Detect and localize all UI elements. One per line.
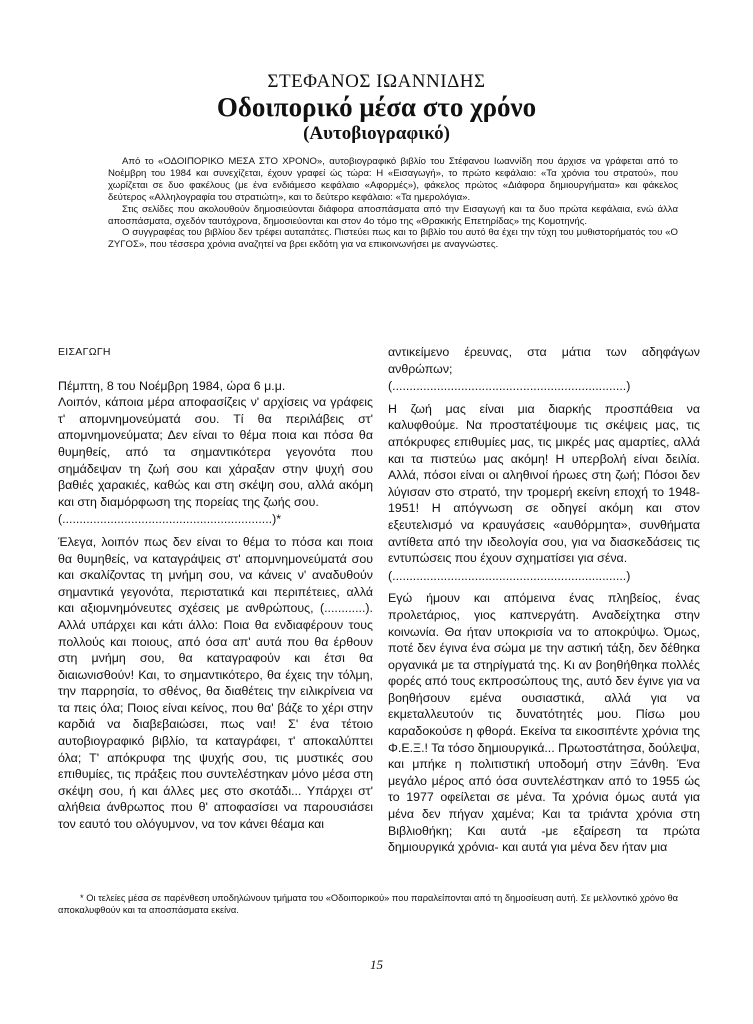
omission-marker: (....................................................................) xyxy=(388,379,631,394)
article-title: Οδοιπορικό μέσα στο χρόνο xyxy=(216,92,537,122)
section-heading: ΕΙΣΑΓΩΓΗ xyxy=(58,346,111,358)
intro-paragraph: Στις σελίδες που ακολουθούν δημοσιεύονται διάφορα αποσπάσματα από την Εισαγωγή και τα δυο πρώτα κεφάλαια, ενώ άλλα αποσπάσματα, σχεδόν ταυτόχρονα, δημοσιεύονται και στον 4ο τόμο της «Θρακικής Επετηρίδας» της Κομοτηνής. xyxy=(108,203,678,227)
body-paragraph: Λοιπόν, κάποια μέρα αποφασίζεις ν' αρχίσεις να γράφεις τ' απομνημονεύματά σου. Τί θα περιλάβεις στ' απομνημονεύματα; Δεν είναι το θέμα ποια και πόσα θα θυμηθείς, από τα σημαντικότερα γεγονότα που σημάδεψαν τη ζωή σου και χάραξαν στην ψυχή σου βαθιές χαρακιές, καθώς και στη σκέψη σου, αλλά ακόμη και στη διαμόρφωση της πορείας της ζωής σου. xyxy=(58,395,373,509)
article-subtitle: (Αυτοβιογραφικό) xyxy=(303,123,450,144)
footnote xyxy=(58,893,698,916)
left-column xyxy=(58,344,373,833)
intro-note xyxy=(108,156,678,251)
author-name: ΣΤΕΦΑΝΟΣ ΙΩΑΝΝΙΔΗΣ xyxy=(267,71,486,92)
body-paragraph: Η ζωή μας είναι μια διαρκής προσπάθεια να καλυφθούμε. Να προστατέψουμε τις σκέψεις μας, τις απόκρυφες επιθυμίες μας, τις μικρές μας αμαρτίες, αλλά και τα πιστεύω μας ακόμη! Η υπερβολή είναι δειλία. Αλλά, πόσοι είναι οι αληθινοί ήρωες στη ζωή; Πόσοι δεν λύγισαν στο στρατό, την τρομερή εκείνη εποχή το 1948-1951! Η απόγνωση σε οδηγεί ακόμη και στον εξευτελισμό να κραυγάσεις «αυθόρμητα», συνθήματα αντίθετα από την ιδεολογία σου, για να διασκεδάσεις τις εντυπώσεις που έχουν σχηματίσει για σένα. xyxy=(388,401,700,566)
body-paragraph: αντικείμενο έρευνας, στα μάτια των αδηφάγων ανθρώπων; xyxy=(388,345,700,376)
body-paragraph: Έλεγα, λοιπόν πως δεν είναι το θέμα το πόσα και ποια θα θυμηθείς, να καταγράψεις στ' απομνημονεύματά σου και σκαλίζοντας τη μνήμη σου, να κάνεις ν' αναδυθούν σημαντικά γεγονότα, περιστατικά και περιπέτειες, αλλά και αξιομνημόνευτες σχέσεις με ανθρώπους, (............). Αλλά υπάρχει και κάτι άλλο: Ποια θα ενδιαφέρουν τους πολλούς και ποιους, από όσα απ' αυτά που θα έρθουν στη μνήμη σου, θα καταγραφούν και έτσι θα διαιωνισθούν! Και, το σημαντικότερο, θα έχεις την τόλμη, την παρρησία, το σθένος, θα διαθέτεις την ειλικρίνεια να τα πεις όλα; Ποιος είναι κείνος, που θα' βάζε το χέρι στην καρδιά να διαβεβαιώσει, πως ναι! Σ' ένα τέτοιο αυτοβιογραφικό βιβλίο, τα καταγράφει, τ' αποκαλύπτει όλα; Τ' απόκρυφα της ψυχής σου, τις μυστικές σου επιθυμίες, τις πράξεις που συντελέστηκαν μόνο μέσα στη σκέψη σου, ή και άλλες μες στο σκοτάδι... Υπάρχει στ' αλήθεια άνθρωπος που θ' αποφασίσει να παρουσιάσει τον εαυτό του ολόγυμνον, να τον κάνει θέαμα και xyxy=(58,534,373,832)
footnote-text: * Οι τελείες μέσα σε παρένθεση υποδηλώνουν τμήματα του «Οδοιπορικού» που παραλείπονται από τη δημοσίευση αυτή. Σε μελλοντικό χρόνο θα αποκαλυφθούν και τα αποσπάσματα εκείνα. xyxy=(58,893,678,915)
omission-marker: (....................................................................) xyxy=(388,568,631,583)
omission-marker: (.............................................................)* xyxy=(58,512,282,527)
body-paragraph: Εγώ ήμουν και απόμεινα ένας πληβείος, ένας προλετάριος, γιος καπνεργάτη. Αναδείχτηκα στην κοινωνία. Θα ήταν υποκρισία να το αποκρύψω. Όμως, ποτέ δεν έγινα ένα σώμα με την αστική τάξη, δεν δέθηκα οργανικά με τα στηρίγματά της. Κι αν βοηθήθηκα πολλές φορές από τους εκπροσώπους της, αυτό δεν έγινε για να βοηθήσουν εμένα ουσιαστικά, αλλά για να εκμεταλλευτούν τις δυνατότητές μου. Πίσω μου καραδοκούσε η φθορά. Εκείνα τα εικοσιπέντε χρόνια της Φ.Ε.Ξ.! Τα τόσο δημιουργικά... Πρωτοστάτησα, δούλεψα, και μπήκε η πολιτιστική υποδομή στην Ξάνθη. Ένα μεγάλο μέρος από όσα συντελέστηκαν από το 1955 ώς το 1977 οφείλεται σε μένα. Τα χρόνια όμως αυτά για μένα δεν πήγαν χαμένα; Και τα τριάντα χρόνια στη Βιβλιοθήκη; Και αυτά -με εξαίρεση τα πρώτα δημιουργικά χρόνια- και αυτά για μένα δεν ήταν μια xyxy=(388,591,700,855)
intro-paragraph: Ο συγγραφέας του βιβλίου δεν τρέφει αυταπάτες. Πιστεύει πως και το βιβλίο του αυτό θα έχει την τύχη του μυθιστορήματός του «Ο ΖΥΓΟΣ», που τέσσερα χρόνια αναζητεί να βρει εκδότη για να επικοινωνήσει με αναγνώστες. xyxy=(108,227,678,251)
right-column xyxy=(388,344,700,856)
page-number: 15 xyxy=(370,957,383,972)
date-line: Πέμπτη, 8 του Νοέμβρη 1984, ώρα 6 μ.μ. xyxy=(58,378,286,393)
intro-paragraph: Από το «ΟΔΟΙΠΟΡΙΚΟ ΜΕΣΑ ΣΤΟ ΧΡΟΝΟ», αυτοβιογραφικό βιβλίο του Στέφανου Ιωαννίδη που άρχισε να γράφεται από το Νοέμβρη του 1984 και συνεχίζεται, έχουν γραφεί ώς τώρα: Η «Εισαγωγή», το πρώτο κεφάλαιο: «Τα χρόνια του στρατού», που χωρίζεται σε δυο φακέλους (με ένα ενδιάμεσο κεφάλαιο «Αφορμές»), φάκελος πρώτος «Διάφορα δημιουργήματα» και φάκελος δεύτερος «Αλληλογραφία του στρατιώτη», και το δεύτερο κεφάλαιο: «Τα ημερολόγια». xyxy=(108,156,678,203)
